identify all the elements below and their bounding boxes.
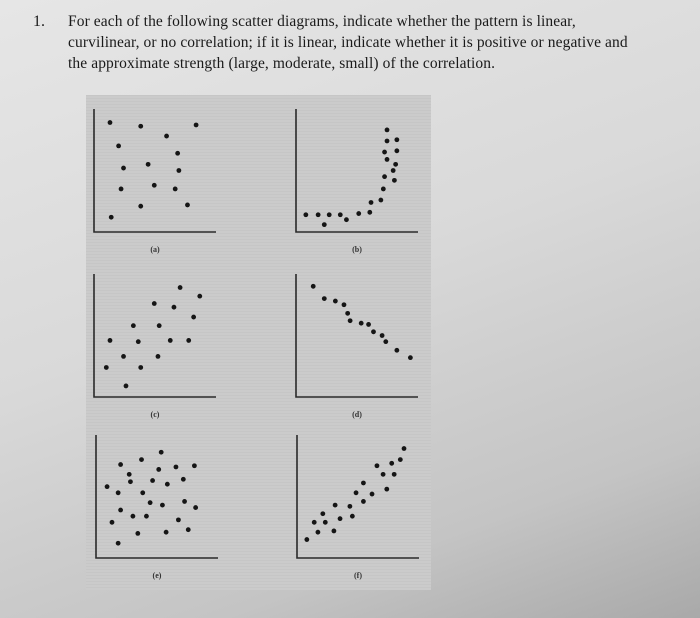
question-text-line-2: curvilinear, or no correlation; if it is linear, indicate whether it is positive or negative and bbox=[68, 34, 628, 51]
data-point bbox=[327, 212, 332, 217]
data-point bbox=[383, 339, 388, 344]
data-point bbox=[110, 520, 115, 525]
data-point bbox=[108, 120, 113, 125]
data-point bbox=[398, 457, 403, 462]
data-point bbox=[392, 472, 397, 477]
data-point bbox=[131, 514, 136, 519]
data-point bbox=[164, 134, 169, 139]
data-point bbox=[104, 365, 109, 370]
data-point bbox=[344, 217, 349, 222]
scatter-plot-e bbox=[95, 435, 223, 559]
data-point bbox=[338, 212, 343, 217]
data-point bbox=[164, 530, 169, 535]
data-point bbox=[385, 139, 390, 144]
data-point bbox=[136, 339, 141, 344]
data-point bbox=[193, 505, 198, 510]
data-point bbox=[394, 148, 399, 153]
data-point bbox=[394, 137, 399, 142]
data-point bbox=[391, 168, 396, 173]
plot-label-e: (e) bbox=[152, 571, 162, 580]
data-point bbox=[316, 530, 321, 535]
data-point bbox=[146, 162, 151, 167]
scatter-svg bbox=[95, 435, 223, 560]
data-point bbox=[393, 162, 398, 167]
data-point bbox=[160, 503, 165, 508]
scatter-plot-d bbox=[295, 274, 423, 398]
axes bbox=[94, 109, 216, 232]
data-point bbox=[381, 472, 386, 477]
data-point bbox=[366, 322, 371, 327]
data-point bbox=[350, 514, 355, 519]
data-point bbox=[128, 479, 133, 484]
data-point bbox=[178, 285, 183, 290]
data-point bbox=[138, 204, 143, 209]
data-point bbox=[382, 150, 387, 155]
data-point bbox=[150, 478, 155, 483]
plot-label-d: (d) bbox=[352, 410, 362, 419]
scatter-svg bbox=[93, 274, 221, 399]
data-point bbox=[311, 284, 316, 289]
data-point bbox=[381, 187, 386, 192]
axes bbox=[96, 435, 218, 558]
data-point bbox=[385, 157, 390, 162]
data-point bbox=[135, 531, 140, 536]
data-point bbox=[378, 198, 383, 203]
data-point bbox=[159, 450, 164, 455]
scatter-svg bbox=[296, 435, 424, 560]
data-point bbox=[192, 463, 197, 468]
data-point bbox=[356, 211, 361, 216]
data-point bbox=[174, 465, 179, 470]
data-point bbox=[338, 516, 343, 521]
data-point bbox=[322, 222, 327, 227]
data-point bbox=[148, 500, 153, 505]
data-point bbox=[389, 461, 394, 466]
data-point bbox=[176, 517, 181, 522]
data-point bbox=[121, 166, 126, 171]
data-point bbox=[342, 302, 347, 307]
data-point bbox=[176, 168, 181, 173]
data-point bbox=[157, 323, 162, 328]
data-point bbox=[402, 446, 407, 451]
data-point bbox=[185, 203, 190, 208]
data-point bbox=[303, 212, 308, 217]
scatter-plot-f bbox=[296, 435, 424, 559]
data-point bbox=[108, 338, 113, 343]
data-point bbox=[361, 499, 366, 504]
data-point bbox=[140, 490, 145, 495]
data-point bbox=[186, 527, 191, 532]
data-point bbox=[361, 481, 366, 486]
plot-label-c: (c) bbox=[150, 410, 160, 419]
data-point bbox=[173, 187, 178, 192]
data-point bbox=[348, 318, 353, 323]
data-point bbox=[156, 467, 161, 472]
question-text-line-3: the approximate strength (large, moderate, small) of the correlation. bbox=[68, 55, 496, 72]
data-point bbox=[127, 472, 132, 477]
data-point bbox=[304, 537, 309, 542]
data-point bbox=[182, 499, 187, 504]
data-point bbox=[139, 457, 144, 462]
data-point bbox=[175, 151, 180, 156]
data-point bbox=[194, 123, 199, 128]
data-point bbox=[369, 200, 374, 205]
data-point bbox=[382, 174, 387, 179]
data-point bbox=[392, 178, 397, 183]
data-point bbox=[312, 520, 317, 525]
data-point bbox=[165, 482, 170, 487]
data-point bbox=[168, 338, 173, 343]
data-point bbox=[322, 296, 327, 301]
data-point bbox=[354, 490, 359, 495]
data-point bbox=[118, 462, 123, 467]
data-point bbox=[118, 508, 123, 513]
data-point bbox=[109, 215, 114, 220]
data-point bbox=[197, 294, 202, 299]
data-point bbox=[124, 384, 129, 389]
scatter-svg bbox=[295, 274, 423, 399]
scatter-plot-a bbox=[93, 109, 221, 233]
data-point bbox=[172, 305, 177, 310]
question-number: 1. bbox=[33, 13, 45, 30]
data-point bbox=[323, 520, 328, 525]
data-point bbox=[385, 128, 390, 133]
plot-label-f: (f) bbox=[354, 571, 362, 580]
data-point bbox=[186, 338, 191, 343]
data-point bbox=[116, 541, 121, 546]
data-point bbox=[105, 484, 110, 489]
data-point bbox=[131, 323, 136, 328]
data-point bbox=[347, 504, 352, 509]
scatter-svg bbox=[295, 109, 423, 234]
plot-label-b: (b) bbox=[352, 245, 362, 254]
data-point bbox=[345, 311, 350, 316]
data-point bbox=[320, 511, 325, 516]
data-point bbox=[181, 477, 186, 482]
data-point bbox=[152, 183, 157, 188]
data-point bbox=[384, 487, 389, 492]
data-point bbox=[375, 463, 380, 468]
data-point bbox=[332, 529, 337, 534]
data-point bbox=[116, 144, 121, 149]
data-point bbox=[138, 124, 143, 129]
data-point bbox=[156, 354, 161, 359]
data-point bbox=[119, 187, 124, 192]
data-point bbox=[333, 503, 338, 508]
data-point bbox=[408, 355, 413, 360]
plot-label-a: (a) bbox=[150, 245, 160, 254]
data-point bbox=[367, 210, 372, 215]
data-point bbox=[359, 321, 364, 326]
axes bbox=[296, 274, 418, 397]
scatter-plot-b bbox=[295, 109, 423, 233]
data-point bbox=[333, 299, 338, 304]
data-point bbox=[380, 333, 385, 338]
data-point bbox=[138, 365, 143, 370]
scatter-svg bbox=[93, 109, 221, 234]
axes bbox=[297, 435, 419, 558]
data-point bbox=[144, 514, 149, 519]
data-point bbox=[394, 348, 399, 353]
data-point bbox=[152, 301, 157, 306]
question-text-line-1: For each of the following scatter diagrams, indicate whether the pattern is linear, bbox=[68, 13, 576, 30]
data-point bbox=[116, 490, 121, 495]
data-point bbox=[316, 212, 321, 217]
scatter-plot-c bbox=[93, 274, 221, 398]
data-point bbox=[191, 315, 196, 320]
data-point bbox=[121, 354, 126, 359]
data-point bbox=[371, 329, 376, 334]
data-point bbox=[370, 492, 375, 497]
axes bbox=[94, 274, 216, 397]
